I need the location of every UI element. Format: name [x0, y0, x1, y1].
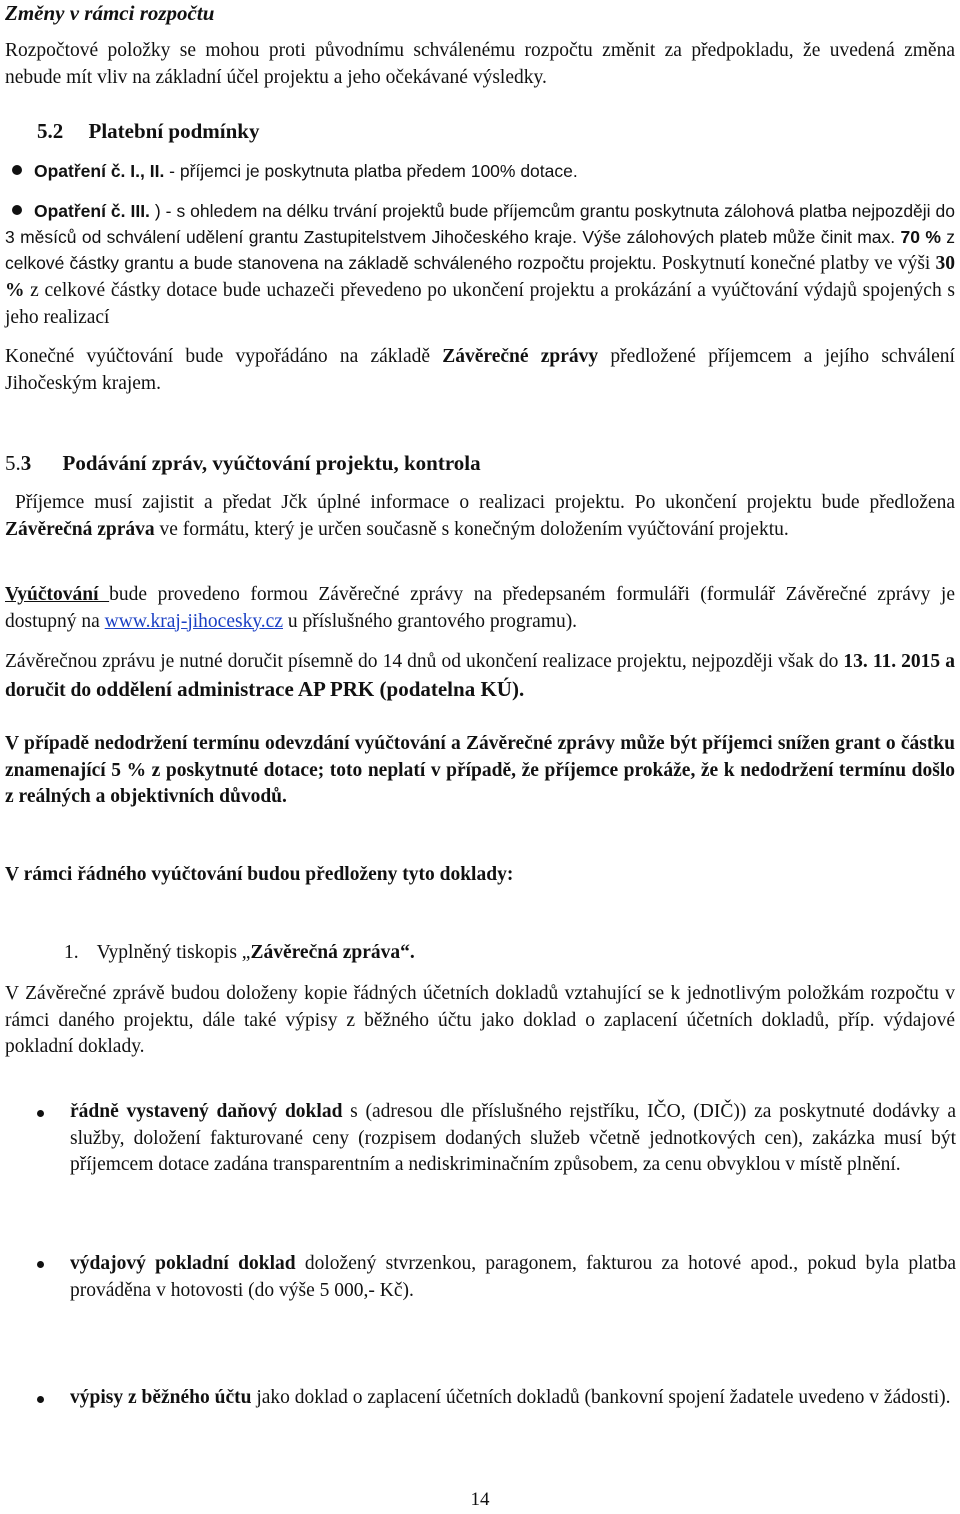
section-number-a: 5. — [5, 451, 21, 475]
bullet-dot-icon — [12, 205, 22, 215]
list-number: 1. — [64, 942, 79, 963]
final-text-a: Konečné vyúčtování bude vypořádáno na základě — [5, 346, 443, 367]
measure-3-label: Opatření č. III. — [34, 201, 150, 221]
list-item-1 — [64, 940, 415, 967]
bullet-text: jako doklad o zaplacení účetních dokladů (bankovní spojení žadatele uvedeno v žádosti). — [251, 1387, 951, 1408]
measure-1-text: - příjemci je poskytnuta platba předem 100% dotace. — [164, 161, 578, 181]
section-number-b: 3 — [20, 451, 32, 475]
bullet-item-bank-statement — [70, 1385, 956, 1412]
section-5-3-heading — [5, 450, 481, 477]
deadline-bold-a: 13. 11. 2015 a doručit do — [5, 651, 955, 701]
bullet-text: s (adresou dle příslušného rejstříku, IČO, (DIČ)) za poskytnuté dodávky a služby, doložení fakturované ceny (rozpisem dodaných služeb včetně jednotkových cen), zakázka musí být příjemcem dotace zadána transparentním a nediskriminačním způsobem, za cenu obvyklou v místě plnění. — [70, 1101, 956, 1175]
copies-paragraph: V Závěrečné zprávě budou doloženy kopie řádných účetních dokladů vztahující se k jednotlivým položkám rozpočtu v rámci daného projektu, dále také výpisy z běžného účtu jako doklad o zaplacení účetních dokladů, příp. výdajové pokladní doklady. — [5, 983, 955, 1057]
measure-1-label: Opatření č. I., II. — [34, 161, 165, 181]
deadline-paragraph — [5, 649, 955, 704]
kraj-link[interactable]: www.kraj-jihocesky.cz — [104, 610, 283, 632]
measure-3-text-b: z celkové částky grantu a bude stanovena na základě schváleného rozpočtu projektu. — [5, 227, 955, 273]
bullet-bold: řádně vystavený daňový doklad — [70, 1101, 343, 1122]
list-text: Vyplněný tiskopis „ — [96, 942, 251, 963]
bullet-text: doložený stvrzenkou, paragonem, fakturou za hotové apod., pokud byla platba prováděna v hotovosti (do výše 5 000,- Kč). — [70, 1253, 956, 1301]
settlement-text-a: bude provedeno formou Závěrečné zprávy na předepsaném formuláři (formulář Závěrečné zprávy je dostupný na — [5, 584, 955, 632]
report-text-b: ve formátu, který je určen současně s konečným doložením vyúčtování projektu. — [154, 518, 789, 540]
report-paragraph — [5, 490, 955, 543]
section-number: 5.2 — [37, 119, 64, 143]
section-title: Podávání zpráv, vyúčtování projektu, kontrola — [62, 451, 481, 475]
bullet-dot-icon — [37, 1110, 44, 1117]
section-title-changes: Změny v rámci rozpočtu — [5, 1, 215, 25]
page-number: 14 — [470, 1489, 490, 1510]
settlement-paragraph — [5, 582, 955, 635]
report-text-a: Příjemce musí zajistit a předat Jčk úplné informace o realizaci projektu. Po ukončení projektu bude předložena — [15, 492, 955, 513]
bullet-bold: výdajový pokladní doklad — [70, 1253, 296, 1274]
measure-3-bold-a: 70 % — [900, 227, 941, 247]
bullet-item-tax-document — [70, 1099, 956, 1179]
settlement-bold: Vyúčtování — [5, 584, 110, 605]
measure-3-text-c: Poskytnutí konečné platby ve výši — [656, 253, 936, 274]
measure-3-paragraph — [5, 198, 955, 331]
section-5-2-heading — [37, 118, 259, 145]
report-bold: Závěrečná zpráva — [5, 518, 155, 540]
deadline-bold-b: oddělení administrace AP PRK (podatelna KÚ). — [96, 676, 525, 701]
documents-heading: V rámci řádného vyúčtování budou předloženy tyto doklady: — [5, 864, 514, 885]
deadline-text: Závěrečnou zprávu je nutné doručit písemně do 14 dnů od ukončení realizace projektu, nejpozději však do — [5, 651, 844, 672]
bullet-dot-icon — [37, 1396, 44, 1403]
list-bold: Závěrečná zpráva“. — [250, 942, 415, 963]
final-settlement-paragraph — [5, 344, 955, 397]
bullet-dot-icon — [12, 165, 22, 175]
bullet-dot-icon — [37, 1261, 44, 1268]
bullet-item-cash-document — [70, 1251, 956, 1304]
changes-paragraph: Rozpočtové položky se mohou proti původnímu schválenému rozpočtu změnit za předpokladu, že uvedená změna nebude mít vliv na základní účel projektu a jeho očekávané výsledky. — [5, 40, 955, 88]
final-bold: Závěrečné zprávy — [442, 346, 599, 367]
measure-3-bold-c: 30 % — [5, 253, 955, 301]
settlement-text-b: u příslušného grantového programu). — [283, 610, 578, 632]
measure-3-text-a: ) - s ohledem na délku trvání projektů bude příjemcům grantu poskytnuta zálohová platba nejpozději do 3 měsíců od schválení udělení grantu Zastupitelstvem Jihočeského kraje. Výše zálohových plateb může činit max. — [5, 201, 955, 247]
warning-paragraph: V případě nedodržení termínu odevzdání vyúčtování a Závěrečné zprávy může být příjemci snížen grant o částku znamenající 5 % z poskytnuté dotace; toto neplatí v případě, že příjemce prokáže, že k nedodržení termínu došlo z reálných a objektivních důvodů. — [5, 733, 955, 807]
final-text-b: předložené příjemcem a jejího schválení Jihočeským krajem. — [5, 346, 955, 394]
bullet-bold: výpisy z běžného účtu — [70, 1387, 252, 1408]
section-title: Platební podmínky — [88, 119, 260, 143]
measure-3-text-d: z celkové částky dotace bude uchazeči převedeno po ukončení projektu a prokázání a vyúčtování výdajů spojených s jeho realizací — [5, 280, 955, 328]
measure-1-line — [12, 158, 960, 185]
